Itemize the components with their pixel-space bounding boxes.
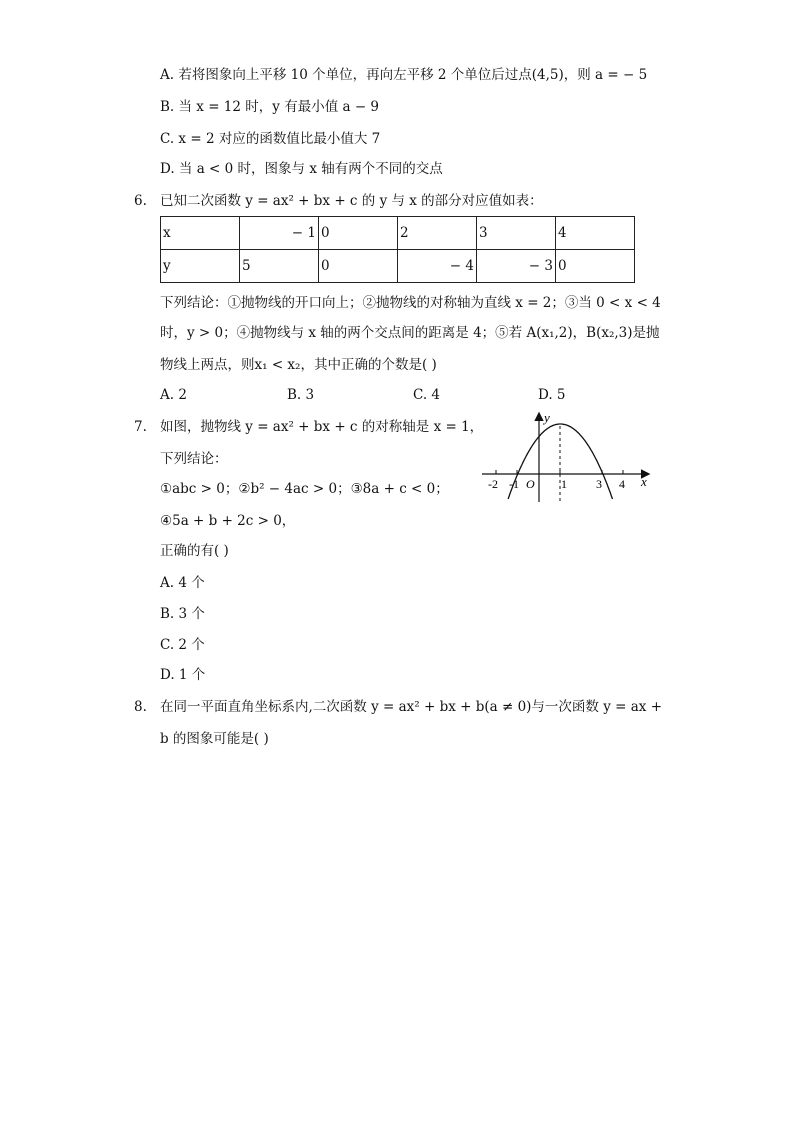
tick-label: -1 bbox=[509, 477, 519, 491]
tick-label: -2 bbox=[488, 477, 498, 491]
q7-conclusions-2: ④5a + b + 2c > 0， bbox=[160, 513, 296, 529]
q6-option-b: B. 3 bbox=[287, 387, 315, 403]
q8-line1: 在同一平面直角坐标系内,二次函数 y = ax² + bx + b(a ≠ 0)与一次函数 y = ax + bbox=[160, 699, 663, 715]
q8-number: 8. bbox=[134, 699, 147, 715]
table-cell: 0 bbox=[556, 250, 635, 283]
q6-conclusions-line3: 物线上两点，则x₁ < x₂，其中正确的个数是( ) bbox=[160, 357, 437, 373]
q5-option-b: B. 当 x = 12 时，y 有最小值 a − 9 bbox=[160, 99, 380, 115]
q5-option-c: C. x = 2 对应的函数值比最小值大 7 bbox=[160, 131, 381, 147]
q7-option-d: D. 1 个 bbox=[160, 667, 206, 683]
q6-value-table bbox=[160, 216, 635, 283]
table-cell: 0 bbox=[319, 250, 398, 283]
table-cell: − 1 bbox=[240, 217, 319, 250]
q6-number: 6. bbox=[134, 193, 147, 209]
q6-conclusions-line1: 下列结论：①抛物线的开口向上；②抛物线的对称轴为直线 x = 2；③当 0 < x < 4 bbox=[160, 295, 661, 311]
origin-label: O bbox=[526, 477, 535, 491]
tick-label: 4 bbox=[619, 477, 625, 491]
table-cell: x bbox=[161, 217, 240, 250]
table-cell: y bbox=[161, 250, 240, 283]
q7-sub: 下列结论： bbox=[160, 451, 228, 467]
tick-label: 1 bbox=[561, 477, 567, 491]
table-cell: − 4 bbox=[398, 250, 477, 283]
q7-option-b: B. 3 个 bbox=[160, 606, 205, 622]
q5-option-a: A. 若将图象向上平移 10 个单位，再向左平移 2 个单位后过点(4,5)，则 a = − 5 bbox=[160, 67, 648, 83]
table-cell: 3 bbox=[477, 217, 556, 250]
q6-stem: 已知二次函数 y = ax² + bx + c 的 y 与 x 的部分对应值如表： bbox=[160, 193, 543, 209]
table-cell: 5 bbox=[240, 250, 319, 283]
tick-label: 3 bbox=[596, 477, 602, 491]
q6-option-a: A. 2 bbox=[160, 387, 187, 403]
q6-conclusions-line2: 时，y > 0；④抛物线与 x 轴的两个交点间的距离是 4；⑤若 A(x₁,2)，B(x₂,3)是抛 bbox=[160, 325, 660, 341]
table-row bbox=[161, 250, 635, 283]
q7-option-c: C. 2 个 bbox=[160, 637, 205, 653]
q7-stem: 如图，抛物线 y = ax² + bx + c 的对称轴是 x = 1， bbox=[160, 419, 484, 435]
y-axis-label: y bbox=[544, 410, 550, 425]
q6-option-c: C. 4 bbox=[413, 387, 441, 403]
q7-number: 7. bbox=[134, 419, 147, 435]
table-cell: − 3 bbox=[477, 250, 556, 283]
x-axis-label: x bbox=[641, 474, 647, 489]
q7-ask: 正确的有( ) bbox=[160, 543, 229, 559]
q7-option-a: A. 4 个 bbox=[160, 575, 205, 591]
table-cell: 0 bbox=[319, 217, 398, 250]
q7-conclusions-1: ①abc > 0；②b² − 4ac > 0；③8a + c < 0； bbox=[160, 481, 449, 497]
table-cell: 4 bbox=[556, 217, 635, 250]
table-row bbox=[161, 217, 635, 250]
q8-line2: b 的图象可能是( ) bbox=[160, 731, 269, 747]
q6-option-d: D. 5 bbox=[538, 387, 566, 403]
table-cell: 2 bbox=[398, 217, 477, 250]
q5-option-d: D. 当 a < 0 时，图象与 x 轴有两个不同的交点 bbox=[160, 161, 443, 177]
parabola-graph bbox=[478, 408, 660, 508]
